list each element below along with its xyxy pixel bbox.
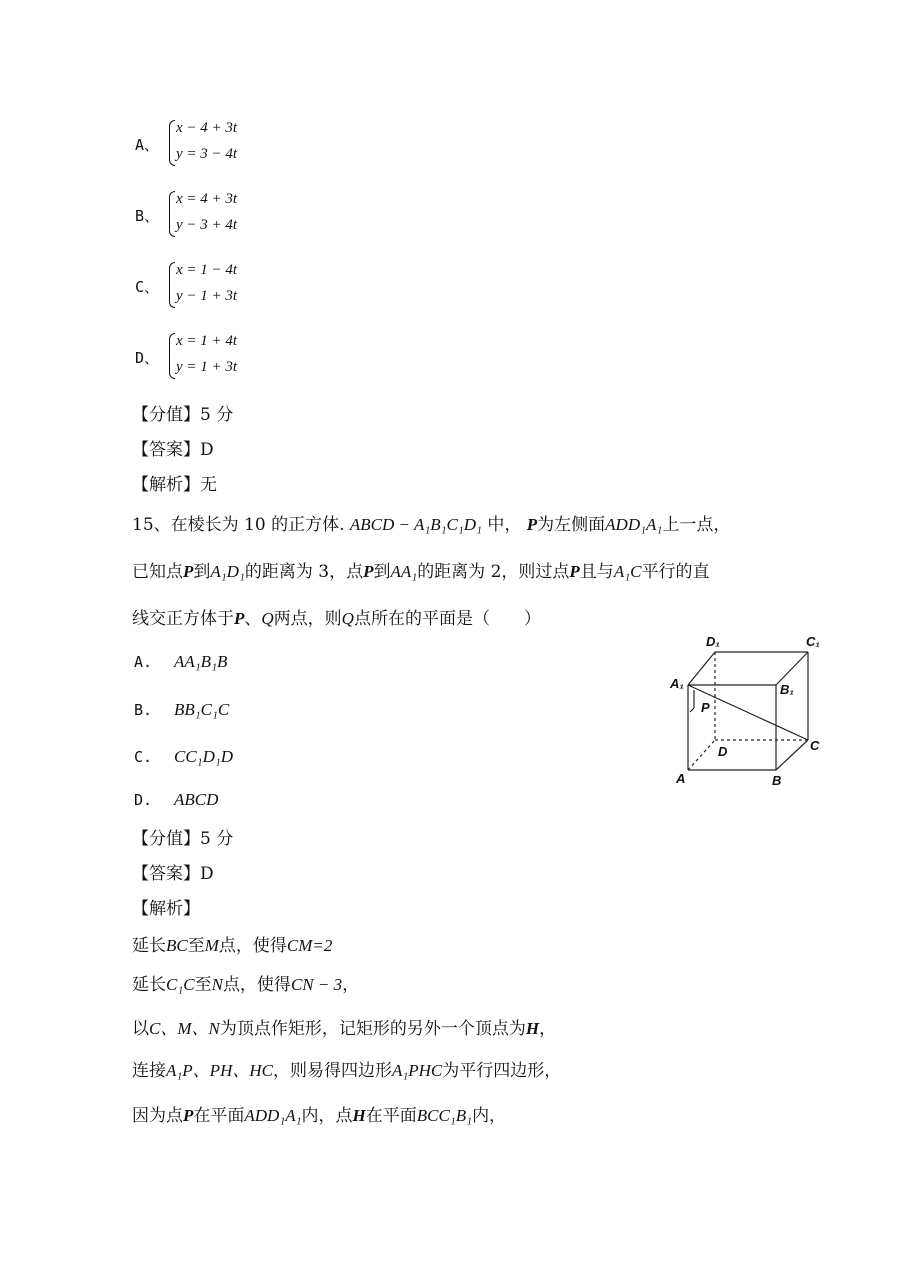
text: 连接 [132,1061,166,1081]
text: 中， [487,515,522,535]
math-segment: A₁D₁ [210,562,245,581]
math: C₁C [166,975,195,994]
option-value: ABCD [174,790,219,809]
label-b1: B₁ [780,682,794,697]
edge-a1d1 [688,652,715,685]
q15-option-b [134,700,229,720]
equation-x: x = 1 − 4t [176,262,238,278]
math: BCC₁B₁ [416,1106,473,1125]
option-label: D. [134,791,153,809]
math-face: ADD₁A₁ [605,515,663,534]
text: 延长 [132,975,166,995]
equation-y: y = 3 − 4t [176,146,238,162]
math-point: P [569,562,580,581]
text: 15、在棱长为 10 的正方体. [132,515,345,535]
option-label: A. [134,653,153,671]
q15-option-a [134,652,227,672]
brace [169,120,175,166]
text: 的距离为 3，点 [244,562,364,582]
math: CN − 3 [290,975,343,994]
text: 点，使得 [222,975,291,995]
text: ， [342,975,360,995]
label-c1: C₁ [806,634,820,649]
q14-answer: 【答案】D [132,440,214,460]
equation-x: x = 4 + 3t [176,191,238,207]
cube-figure [668,630,838,790]
text: 两点，则 [273,609,342,629]
math: P [183,1106,194,1125]
text: 点所在的平面是（ ） [353,609,541,629]
text: 到 [193,562,211,582]
text: 在平面 [193,1106,245,1126]
math: BC [166,936,188,955]
math: M [204,936,219,955]
brace [169,262,175,308]
math: A₁P、PH、HC [166,1061,273,1080]
q15-stem-line-1 [132,510,730,535]
text: ，则易得四边形 [272,1061,392,1081]
text: 为平行四边形， [442,1061,562,1081]
equation-y: y − 1 + 3t [176,288,238,304]
text: 内， [472,1106,507,1126]
option-value: CC₁D₁D [174,747,234,766]
text: 因为点 [132,1106,183,1126]
math-point: P [183,562,194,581]
text: 至 [187,936,205,956]
option-label: C. [134,748,153,766]
option-value: BB₁C₁C [174,700,230,719]
q15-option-d [134,790,218,810]
solution-line-2 [132,970,359,995]
text: 点，使得 [218,936,287,956]
q15-stem-line-3 [132,604,541,629]
text: 为左侧面 [537,515,606,535]
option-value: AA₁B₁B [174,652,228,671]
label-d: D [718,744,728,759]
text: 到 [373,562,391,582]
math-point: Q [341,609,354,628]
q15-analysis: 【解析】 [132,899,200,919]
math-point: Q [261,609,274,628]
text: 已知点 [132,562,183,582]
math: N [211,975,223,994]
math: H [525,1019,540,1038]
edge-ad [688,740,715,770]
math-point: P [526,515,538,534]
text: 的距离为 2，则过点 [417,562,570,582]
brace [169,333,175,379]
q15-score: 【分值】5 分 [132,829,234,849]
text: ， [539,1019,557,1039]
solution-line-4 [132,1056,561,1081]
edge-bc [776,740,808,770]
math-segment: AA₁ [390,562,418,581]
text: 线交正方体于 [132,609,234,629]
option-label: A、 [135,136,160,154]
text: 延长 [132,936,166,956]
label-d1: D₁ [706,634,720,649]
math-point: P [234,609,245,628]
math-segment: A₁C [613,562,642,581]
q15-option-c [134,747,233,767]
math: CM=2 [286,936,333,955]
option-label: B、 [135,207,160,225]
math-cube: ABCD − A₁B₁C₁D₁ [349,515,482,534]
option-label: C、 [135,278,160,296]
text: 平行的直 [641,562,710,582]
text: 在平面 [365,1106,417,1126]
text: 上一点， [662,515,731,535]
text: 且与 [579,562,614,582]
equation-y: y − 3 + 4t [176,217,238,233]
equation-x: x = 1 + 4t [176,333,238,349]
label-p: P [701,700,710,715]
text: 、 [244,609,262,629]
equation-x: x − 4 + 3t [176,120,238,136]
q15-answer: 【答案】D [132,864,214,884]
text: 内，点 [301,1106,353,1126]
text: 以 [132,1019,149,1039]
point-p-tick [690,708,694,712]
math-point: P [363,562,374,581]
label-a: A [676,771,686,786]
edge-b1c1 [776,652,808,685]
label-c: C [810,738,820,753]
q14-analysis: 【解析】无 [132,475,217,495]
equation-y: y = 1 + 3t [176,359,238,375]
q15-stem-line-2 [132,557,709,582]
text: 为顶点作矩形，记矩形的另外一个顶点为 [219,1019,526,1039]
solution-line-3 [132,1014,556,1039]
brace [169,191,175,237]
label-a1: A₁ [670,676,684,691]
solution-line-1 [132,931,332,956]
math: C、M、N [149,1019,220,1038]
option-label: B. [134,701,153,719]
math: H [352,1106,366,1125]
text: 至 [194,975,212,995]
math: A₁PHC [391,1061,443,1080]
option-label: D、 [135,349,160,367]
q14-score: 【分值】5 分 [132,405,234,425]
math: ADD₁A₁ [244,1106,302,1125]
solution-line-5 [132,1101,506,1126]
label-b: B [772,773,782,788]
